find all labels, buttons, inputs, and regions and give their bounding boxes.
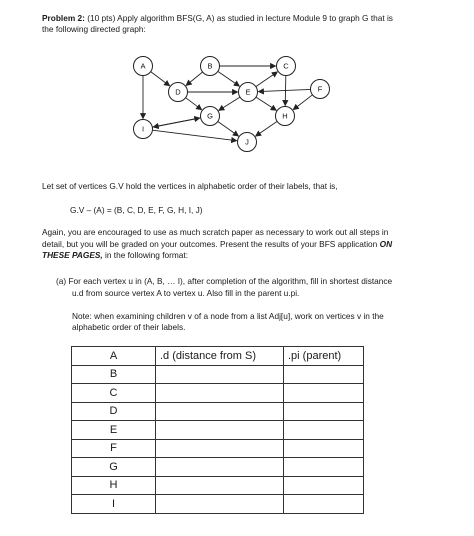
distance-cell[interactable] [156,439,284,458]
vertex-c [277,57,296,76]
table-row [72,402,364,421]
vertex-label: J [245,137,249,147]
vertex-label: C [283,61,289,71]
table-row [72,365,364,384]
note-line1: Note: when examining children v of a node from a list Adj[u], work on vertices v in the [72,311,384,321]
instructions-line1: Again, you are encouraged to use as much scratch paper as necessary to work out all steps in [42,227,389,237]
problem-intro-text: (10 pts) Apply algorithm BFS(G, A) as studied in lecture Module 9 to graph G that is [87,13,393,23]
edge-h-j [256,121,277,136]
vertex-label: E [245,87,251,97]
distance-cell[interactable] [156,402,284,421]
vertex-label: G [207,111,213,121]
vertex-cell: I [72,495,156,514]
edge-a-d [151,72,170,86]
problem-intro-line2: the following directed graph: [42,24,146,34]
edge-b-d [186,72,202,85]
edge-b-e [218,71,239,86]
note-line2: alphabetic order of their labels. [72,322,186,332]
vertex-cell: D [72,402,156,421]
vertex-cell: G [72,458,156,477]
vertex-label: D [175,87,181,97]
edge-e-c [256,72,277,87]
table-row [72,421,364,440]
vertex-i [134,120,153,139]
header-vertex: A [72,347,156,366]
vertex-cell: H [72,476,156,495]
distance-cell[interactable] [156,384,284,403]
vertex-cell: B [72,365,156,384]
table-row [72,495,364,514]
distance-cell[interactable] [156,421,284,440]
parent-cell[interactable] [284,495,364,514]
table-row [72,384,364,403]
vertex-label: F [317,84,323,94]
distance-cell[interactable] [156,458,284,477]
parent-cell[interactable] [284,365,364,384]
part-a-line1: (a) For each vertex u in (A, B, … I), after completion of the algorithm, fill in shortest distance [56,276,393,286]
edge-d-g [186,98,202,110]
parent-cell[interactable] [284,421,364,440]
instructions-line2 [42,239,392,250]
edge-f-h [293,95,312,110]
instructions-line3-text: in the following format: [105,250,189,260]
vertex-label: H [282,111,288,121]
edge-g-j [218,121,239,136]
vertex-label: A [140,61,146,71]
parent-cell[interactable] [284,384,364,403]
edge-e-g [219,97,240,110]
vertex-f [311,80,330,99]
edge-i-j [152,130,236,141]
vertices-intro: Let set of vertices G.V hold the vertices in alphabetic order of their labels, that is, [42,181,338,191]
header-distance: .d (distance from S) [156,347,284,366]
parent-cell[interactable] [284,439,364,458]
vertex-b [201,57,220,76]
distance-cell[interactable] [156,365,284,384]
vertex-e [239,83,258,102]
bfs-results-table [71,346,364,514]
vertex-label: B [207,61,213,71]
parent-cell[interactable] [284,476,364,495]
table-row [72,476,364,495]
vertex-d [169,83,188,102]
distance-cell[interactable] [156,495,284,514]
table-row [72,458,364,477]
table-header-row [72,347,364,366]
edge-f-e [258,89,310,91]
distance-cell[interactable] [156,476,284,495]
edge-e-h [256,97,276,110]
vertex-label: I [141,124,145,134]
directed-graph [0,0,474,190]
edge-c-h [285,75,286,105]
parent-cell[interactable] [284,402,364,421]
parent-cell[interactable] [284,458,364,477]
vertex-j [238,133,257,152]
vertex-cell: F [72,439,156,458]
vertex-cell: C [72,384,156,403]
instructions-line3 [42,250,188,261]
vertex-set: G.V – (A) = (B, C, D, E, F, G, H, I, J) [70,205,203,215]
vertex-g [201,107,220,126]
edge-i-g [152,118,199,127]
vertex-cell: E [72,421,156,440]
instructions-line2-text: detail, but you will be graded on your outcomes. Present the results of your BFS application [42,239,378,249]
header-parent: .pi (parent) [284,347,364,366]
vertex-a [134,57,153,76]
part-a-line2: u.d from source vertex A to vertex u. Also fill in the parent u.pi. [72,288,300,298]
instructions-emphasis-pages: THESE PAGES, [42,250,103,260]
problem-title: Problem 2: [42,13,85,23]
vertex-h [276,107,295,126]
instructions-emphasis-on: ON [379,239,393,249]
table-row [72,439,364,458]
